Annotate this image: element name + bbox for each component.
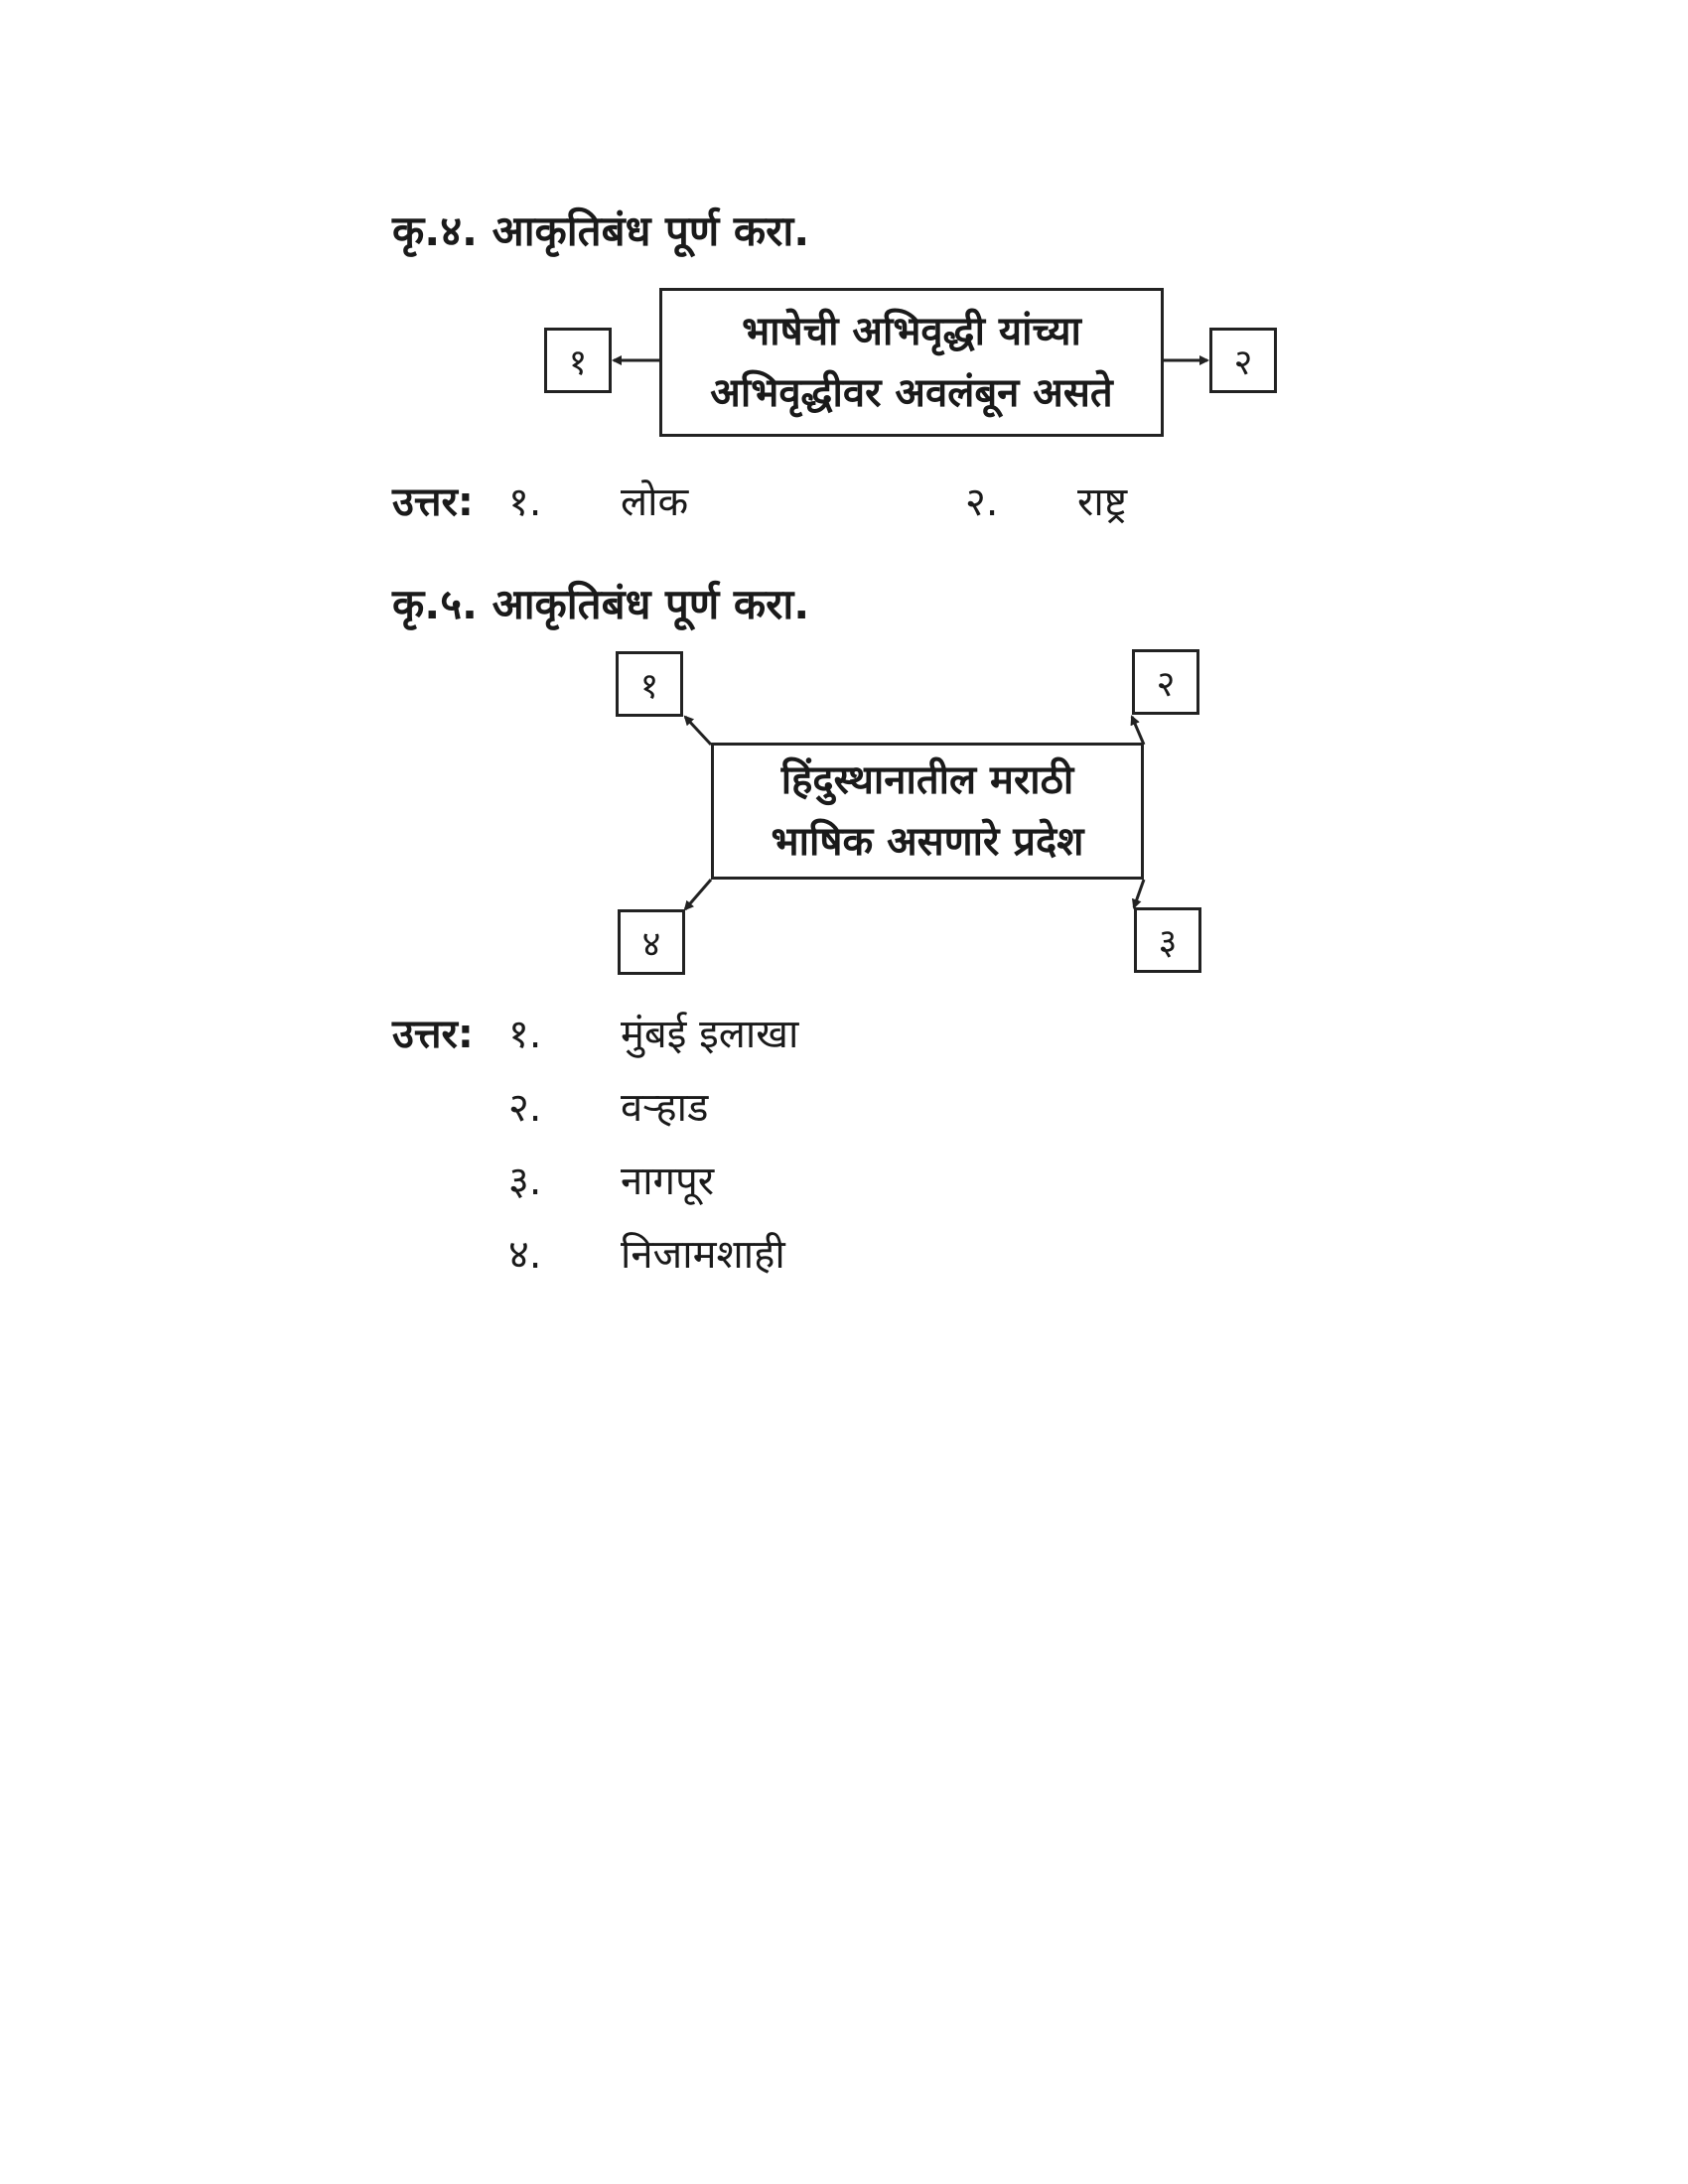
q5-answer-1-text: मुंबई इलाखा: [621, 1012, 799, 1057]
q5-center-box: [711, 743, 1144, 880]
q5-box-bottom-left: ४: [618, 909, 685, 975]
q5-arrow-bottom-right: [1134, 880, 1144, 907]
q5-heading: कृ.५. आकृतिबंध पूर्ण करा.: [392, 580, 810, 628]
q5-answer-3-text: नागपूर: [621, 1159, 715, 1204]
q5-center-line-2: भाषिक असणारे प्रदेश: [771, 819, 1084, 865]
q5-arrow-top-left: [685, 717, 711, 745]
q5-answer-4-text: निजामशाही: [621, 1232, 785, 1278]
q4-answer-1-text: लोक: [621, 479, 689, 525]
q4-answer-label: उत्तर:: [392, 479, 474, 525]
q5-answer-2-text: वऱ्हाड: [621, 1085, 709, 1131]
q4-center-box: [659, 288, 1164, 437]
q5-answer-4-num: ४.: [508, 1232, 542, 1278]
q5-box-top-right: २: [1132, 649, 1199, 715]
q5-answer-label: उत्तर:: [392, 1012, 474, 1057]
q5-answer-2-num: २.: [508, 1085, 542, 1131]
q5-box-top-left: १: [616, 651, 683, 717]
q5-arrow-top-right: [1132, 717, 1144, 745]
q4-center-line-2: अभिवृद्धीवर अवलंबून असते: [710, 370, 1113, 416]
q5-answer-1-num: १.: [508, 1012, 542, 1057]
q4-box-left: १: [544, 328, 612, 393]
q5-arrow-bottom-left: [685, 880, 711, 909]
q4-answer-2-text: राष्ट्र: [1077, 479, 1128, 525]
q5-answer-3-num: ३.: [508, 1159, 542, 1204]
q4-box-right: २: [1209, 328, 1277, 393]
q4-answer-1-num: १.: [508, 479, 542, 525]
q4-answer-2-num: २.: [965, 479, 999, 525]
q5-box-bottom-right: ३: [1134, 907, 1201, 973]
q4-center-line-1: भाषेची अभिवृद्धी यांच्या: [742, 309, 1081, 354]
q5-center-line-1: हिंदुस्थानातील मराठी: [780, 757, 1074, 803]
q4-heading: कृ.४. आकृतिबंध पूर्ण करा.: [392, 206, 810, 255]
